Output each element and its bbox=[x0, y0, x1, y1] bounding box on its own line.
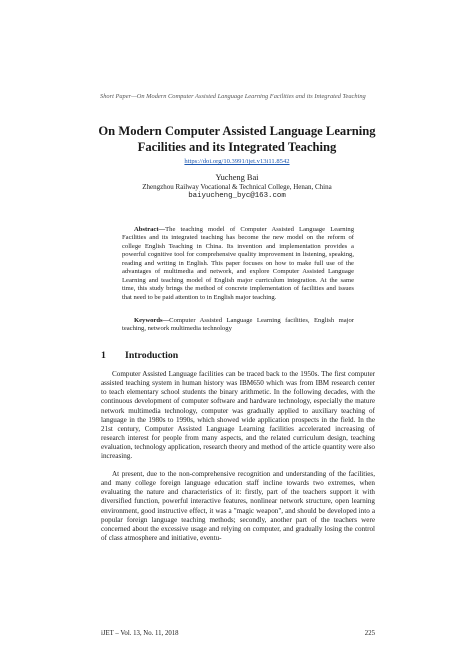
running-head bbox=[100, 93, 400, 101]
abstract-text: The teaching model of Computer Assisted Language Learning Facilities and its integrated teaching has become the new model on the reform of college English Teaching in China. Its invention and implementation provides a powerful cognitive tool for comprehensive quality improvement in listening, speaking, reading and writing in English. This paper focuses on how to make full use of the advantages of multimedia and network, and explore Computer Assisted Language Learning and teaching model of English major curriculum integration. At the same time, this study brings the method of concrete implementation of facilities and issues that need to be paid attention to in English major teaching. bbox=[122, 226, 354, 301]
running-head-separator: — bbox=[131, 93, 137, 100]
footer-page-number: 225 bbox=[364, 630, 375, 637]
section-heading bbox=[101, 350, 375, 362]
body-paragraph: At present, due to the non-comprehensive recognition and understanding of the facilities, and many college foreign language education staff incline towards two extremes, when evaluating the nature and characteristics of it: firstly, part of the teachers support it with diversified function, powerful interactive features, nonlinear network structure, open learning environment, good instructive effect, it was a "magic weapon", and should be developed into a popular foreign language teaching methods; secondly, another part of the teachers were concerned about the excessive usage and relying on computer, and gradually losing the control of class atmosphere and initiative, eventu- bbox=[101, 470, 375, 543]
author-name: Yucheng Bai bbox=[215, 173, 259, 182]
paper-title: On Modern Computer Assisted Language Learning Facilities and its Integrated Teaching bbox=[98, 124, 376, 154]
section-title: Introduction bbox=[125, 350, 179, 361]
keywords-label: Keywords bbox=[134, 317, 163, 324]
running-head-label: Short Paper bbox=[100, 93, 132, 100]
abstract bbox=[122, 226, 354, 302]
abstract-dash: — bbox=[158, 226, 166, 233]
section-number: 1 bbox=[101, 350, 106, 361]
footer-journal: iJET – Vol. 13, No. 11, 2018 bbox=[101, 630, 179, 637]
keywords-text: Computer Assisted Language Learning facilities, English major teaching, network multimedia technology bbox=[122, 317, 354, 333]
keywords-dash: — bbox=[162, 317, 170, 324]
keywords bbox=[122, 317, 354, 334]
author-email[interactable]: baiyucheng_byc@163.com bbox=[188, 192, 286, 200]
author-affiliation: Zhengzhou Railway Vocational & Technical College, Henan, China bbox=[142, 183, 332, 191]
running-head-title: On Modern Computer Assisted Language Learning Facilities and its Integrated Teaching bbox=[136, 93, 366, 100]
body-paragraph: Computer Assisted Language facilities can be traced back to the 1950s. The first computer assisted teaching system in human history was IBM650 which was from IBM research center to teach elementary school students the binary arithmetic. In the following decades, with the continuous development of computer software and hardware technology, especially the mature network multimedia technology, computer was gradually applied to auxiliary teaching of language in the 1980s to 1990s, which showed wide application prospects in the field. In the 21st century, Computer Assisted Language Learning facilities accelerated increasing of research interest for people from many aspects, and the related curriculum design, teaching evaluation, technology application, research theory and method of the article quantity were also increasing. bbox=[101, 370, 375, 461]
doi-link[interactable]: https://doi.org/10.3991/ijet.v13i11.8542 bbox=[184, 158, 290, 165]
abstract-label: Abstract bbox=[134, 226, 159, 233]
